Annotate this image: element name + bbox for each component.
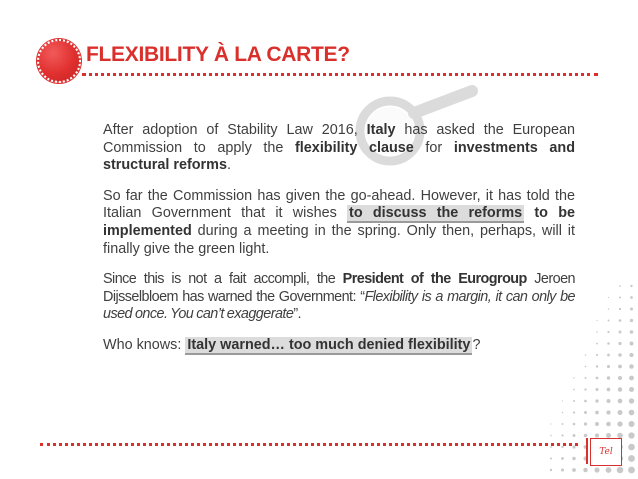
footer-divider	[40, 443, 578, 446]
corner-dot	[629, 353, 633, 357]
corner-dot	[617, 421, 622, 426]
corner-dot	[573, 434, 576, 437]
corner-dot	[629, 398, 634, 403]
p1-bold-flexibility-clause: flexibility clause	[295, 139, 414, 156]
corner-dot	[629, 421, 635, 427]
corner-dot	[584, 377, 586, 379]
p3-text-2: Jeroen Dijsselbloem has warned the Government: “	[103, 271, 575, 305]
corner-dot	[606, 399, 610, 403]
corner-dot	[607, 354, 610, 357]
p2-text-2: during a meeting in the spring. Only then, perhaps, will it finally give the green light.	[103, 222, 575, 257]
corner-dot	[630, 296, 633, 299]
corner-dot	[596, 343, 598, 345]
corner-dot	[608, 308, 610, 310]
corner-dot	[596, 377, 599, 380]
corner-dot	[562, 400, 563, 401]
corner-dot	[607, 388, 611, 392]
p1-text-1: After adoption of Stability Law 2016,	[103, 122, 367, 138]
corner-dot	[618, 376, 622, 380]
corner-dot	[594, 467, 599, 472]
p4-text-1: Who knows:	[103, 336, 186, 353]
corner-dot	[595, 388, 598, 391]
corner-dot	[607, 331, 609, 333]
corner-dot	[573, 389, 575, 391]
slide-title: FLEXIBILITY À LA CARTE?	[86, 43, 350, 66]
p2-text-1: So far the Commission has given the go-ahead. However, it has told the Italian Government that it wishes	[103, 187, 575, 222]
logo-bar	[586, 438, 588, 464]
paragraph-4	[103, 337, 575, 355]
corner-dot	[584, 411, 587, 414]
corner-dot	[561, 446, 563, 448]
corner-dot	[607, 365, 610, 368]
corner-dot	[606, 410, 610, 414]
p3-bold-president-eurogroup: President of the Eurogroup	[342, 271, 527, 288]
p4-highlight-italy-warned: Italy warned… too much denied flexibility	[187, 336, 471, 353]
corner-dot	[630, 342, 634, 346]
corner-dot	[572, 468, 576, 472]
paragraph-3	[103, 271, 575, 324]
corner-dot	[628, 432, 634, 438]
corner-dot	[550, 446, 552, 448]
p1-text-3: for	[413, 139, 454, 156]
corner-dot	[584, 422, 587, 425]
corner-dot	[606, 467, 612, 473]
corner-dot	[618, 399, 623, 404]
corner-dot	[561, 434, 563, 436]
corner-dot	[628, 455, 635, 462]
corner-dot	[629, 410, 635, 416]
corner-dot	[629, 364, 634, 369]
paragraph-1	[103, 122, 575, 175]
corner-dot	[562, 412, 564, 414]
corner-dot	[572, 445, 575, 448]
corner-dot	[630, 285, 632, 287]
corner-dot	[629, 387, 634, 392]
p2-bold-implemented: to be implemented	[103, 205, 576, 239]
logo-text: Tel	[599, 447, 613, 457]
corner-dot	[630, 319, 633, 322]
corner-dot	[619, 285, 621, 287]
corner-dot	[630, 330, 634, 334]
corner-dot	[550, 435, 552, 437]
corner-dot	[596, 320, 597, 321]
corner-dot	[618, 342, 621, 345]
corner-dot	[596, 365, 598, 367]
corner-dot	[584, 388, 586, 390]
p1-text-4: .	[226, 157, 231, 174]
corner-dot	[608, 320, 610, 322]
corner-dot	[617, 410, 622, 415]
corner-dot	[595, 399, 598, 402]
corner-dot	[595, 433, 599, 437]
p3-text-1: Since this is not a fait accompli, the	[103, 271, 343, 288]
corner-dot	[619, 296, 621, 298]
corner-dot	[573, 411, 575, 413]
corner-dot	[550, 469, 552, 471]
corner-dot	[585, 366, 587, 368]
corner-dot	[596, 354, 598, 356]
corner-dot	[619, 319, 622, 322]
header-circle-icon	[37, 39, 81, 83]
corner-dot	[573, 423, 576, 426]
corner-dot	[584, 400, 587, 403]
p3-text-3: ”.	[293, 306, 302, 323]
p1-text-2: has asked the European Commission to apply the	[103, 122, 575, 156]
paragraph-2	[103, 188, 575, 258]
p1-bold-italy: Italy	[366, 122, 396, 138]
body-text	[103, 122, 575, 368]
p3-quote: Flexibility is a margin, it can only be used once. You can’t exaggerate	[103, 288, 575, 323]
corner-dot	[595, 422, 599, 426]
corner-dot	[629, 376, 634, 381]
corner-dot	[607, 342, 610, 345]
corner-dot	[562, 423, 564, 425]
corner-dot	[561, 468, 564, 471]
corner-dot	[585, 354, 586, 355]
corner-dot	[628, 467, 635, 474]
corner-dot	[618, 387, 622, 391]
p4-text-2: ?	[472, 336, 481, 353]
corner-dot	[561, 457, 564, 460]
telos-logo	[590, 438, 622, 466]
corner-dot	[606, 422, 611, 427]
corner-dot	[584, 434, 588, 438]
title-divider	[82, 73, 598, 76]
corner-dot	[618, 353, 622, 357]
corner-dot	[573, 377, 574, 378]
corner-dot	[595, 411, 599, 415]
corner-dot	[550, 423, 551, 424]
corner-dot	[573, 400, 575, 402]
corner-dot	[619, 308, 621, 310]
p1-bold-investments: investments and structural reforms	[103, 139, 575, 174]
corner-dot	[596, 331, 598, 333]
corner-dot	[617, 467, 624, 474]
corner-dot	[630, 308, 633, 311]
corner-dot	[607, 376, 610, 379]
corner-dot	[583, 468, 587, 472]
corner-dot	[550, 457, 552, 459]
corner-dot	[572, 457, 575, 460]
corner-dot	[619, 331, 622, 334]
p2-highlight-discuss-reforms: to discuss the reforms	[349, 205, 523, 222]
corner-dot	[628, 444, 635, 451]
corner-dot	[618, 365, 622, 369]
corner-dot	[608, 297, 609, 298]
